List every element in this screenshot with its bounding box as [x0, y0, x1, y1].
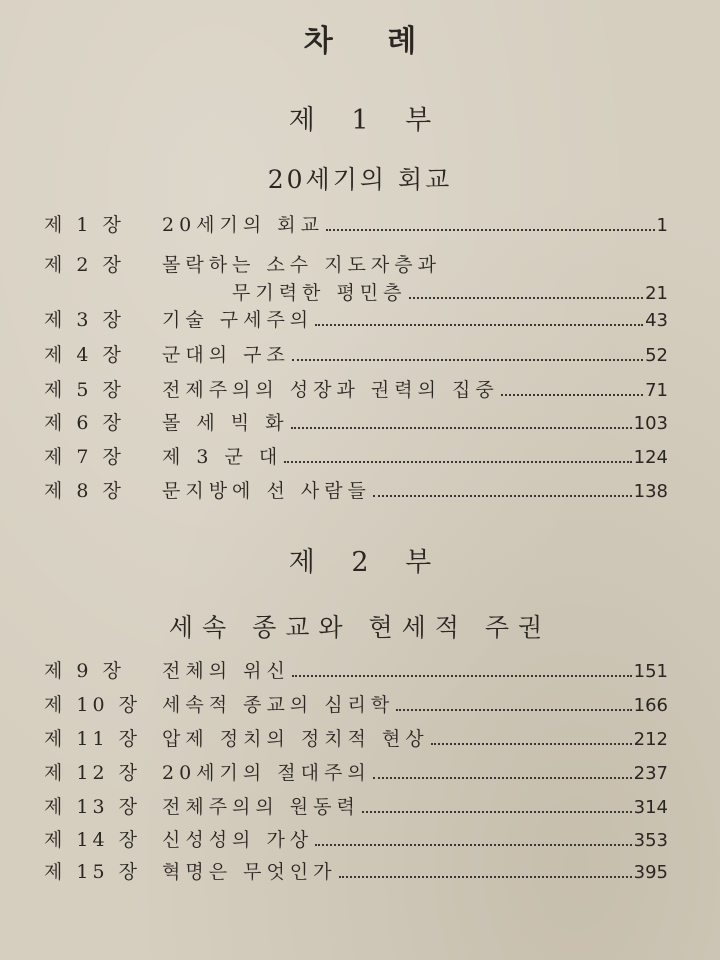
chapter-page-number: 237: [633, 763, 668, 784]
chapter-page-number: 138: [633, 481, 668, 502]
chapter-title-line-1: 몰락하는 소수 지도자층과: [162, 254, 441, 276]
chapter-label: 제 10 장: [44, 694, 141, 716]
dot-leader: [292, 674, 632, 677]
chapter-title: 군대의 구조: [162, 344, 290, 366]
chapter-label: 제 1 장: [44, 214, 125, 236]
dot-leader: [396, 708, 631, 711]
chapter-page-number: 103: [633, 413, 668, 434]
toc-entry-ch15[interactable]: [0, 857, 720, 887]
chapter-page-number: 314: [633, 797, 668, 818]
chapter-title: 압제 정치의 정치적 현상: [162, 728, 429, 750]
dot-leader: [339, 875, 632, 878]
toc-entry-ch8[interactable]: [0, 476, 720, 506]
page-title: 차 례: [303, 24, 439, 59]
dot-leader: [373, 494, 632, 497]
dot-leader: [362, 810, 632, 813]
chapter-title: 문지방에 선 사람들: [162, 480, 371, 502]
dot-leader: [315, 323, 643, 326]
chapter-title: 기술 구세주의: [162, 309, 314, 331]
chapter-page-number: 71: [645, 380, 668, 401]
toc-entry-ch7[interactable]: [0, 442, 720, 472]
chapter-title: 세속적 종교의 심리학: [162, 694, 395, 716]
chapter-title: 혁명은 무엇인가: [162, 861, 337, 883]
dot-leader: [284, 460, 631, 463]
toc-entry-ch11[interactable]: [0, 724, 720, 754]
toc-entry-ch13[interactable]: [0, 792, 720, 822]
chapter-title: 20세기의 절대주의: [162, 762, 371, 784]
chapter-title: 몰 세 빅 화: [162, 412, 289, 434]
chapter-page-number: 212: [633, 729, 668, 750]
toc-entry-ch1[interactable]: [0, 210, 720, 240]
chapter-label: 제 4 장: [44, 344, 125, 366]
chapter-label: 제 2 장: [44, 254, 125, 276]
chapter-page-number: 43: [645, 310, 668, 331]
chapter-label: 제 9 장: [44, 660, 125, 682]
part-1-subtitle: 20세기의 회교: [267, 165, 453, 194]
chapter-label: 제 7 장: [44, 446, 125, 468]
chapter-label: 제 15 장: [44, 861, 141, 883]
chapter-title: 무기력한 평민층: [232, 282, 407, 304]
toc-entry-ch2[interactable]: [0, 250, 720, 304]
chapter-label: 제 11 장: [44, 728, 141, 750]
toc-entry-ch9[interactable]: [0, 656, 720, 686]
chapter-title: 전제주의의 성장과 권력의 집중: [162, 379, 499, 401]
chapter-title: 전체의 위신: [162, 660, 290, 682]
dot-leader: [373, 776, 632, 779]
chapter-page-number: 166: [633, 695, 668, 716]
dot-leader: [431, 742, 632, 745]
chapter-title: 20세기의 회교: [162, 214, 324, 236]
chapter-page-number: 353: [633, 830, 668, 851]
toc-entry-ch5[interactable]: [0, 375, 720, 405]
chapter-label: 제 3 장: [44, 309, 125, 331]
chapter-title: 전체주의의 원동력: [162, 796, 360, 818]
chapter-page-number: 151: [633, 661, 668, 682]
chapter-title: 신성성의 가상: [162, 829, 314, 851]
chapter-label: 제 14 장: [44, 829, 141, 851]
chapter-label: 제 5 장: [44, 379, 125, 401]
chapter-label: 제 13 장: [44, 796, 141, 818]
chapter-label: 제 12 장: [44, 762, 141, 784]
chapter-page-number: 52: [645, 345, 668, 366]
part-2-subtitle: 세속 종교와 현세적 주권: [168, 613, 552, 642]
chapter-page-number: 21: [645, 283, 668, 304]
dot-leader: [501, 393, 643, 396]
chapter-label: 제 8 장: [44, 480, 125, 502]
dot-leader: [291, 426, 632, 429]
dot-leader: [326, 228, 655, 231]
chapter-title: 제 3 군 대: [162, 446, 283, 468]
dot-leader: [315, 843, 631, 846]
chapter-page-number: 395: [633, 862, 668, 883]
toc-entry-ch6[interactable]: [0, 408, 720, 438]
part-2-heading: 제 2 부: [288, 547, 446, 578]
part-1-heading: 제 1 부: [288, 105, 446, 136]
toc-entry-ch10[interactable]: [0, 690, 720, 720]
toc-entry-ch3[interactable]: [0, 305, 720, 335]
chapter-page-number: 124: [633, 447, 668, 468]
chapter-label: 제 6 장: [44, 412, 125, 434]
toc-entry-ch12[interactable]: [0, 758, 720, 788]
dot-leader: [292, 358, 643, 361]
toc-entry-ch4[interactable]: [0, 340, 720, 370]
toc-entry-ch14[interactable]: [0, 825, 720, 855]
chapter-page-number: 1: [656, 215, 668, 236]
dot-leader: [409, 296, 644, 299]
